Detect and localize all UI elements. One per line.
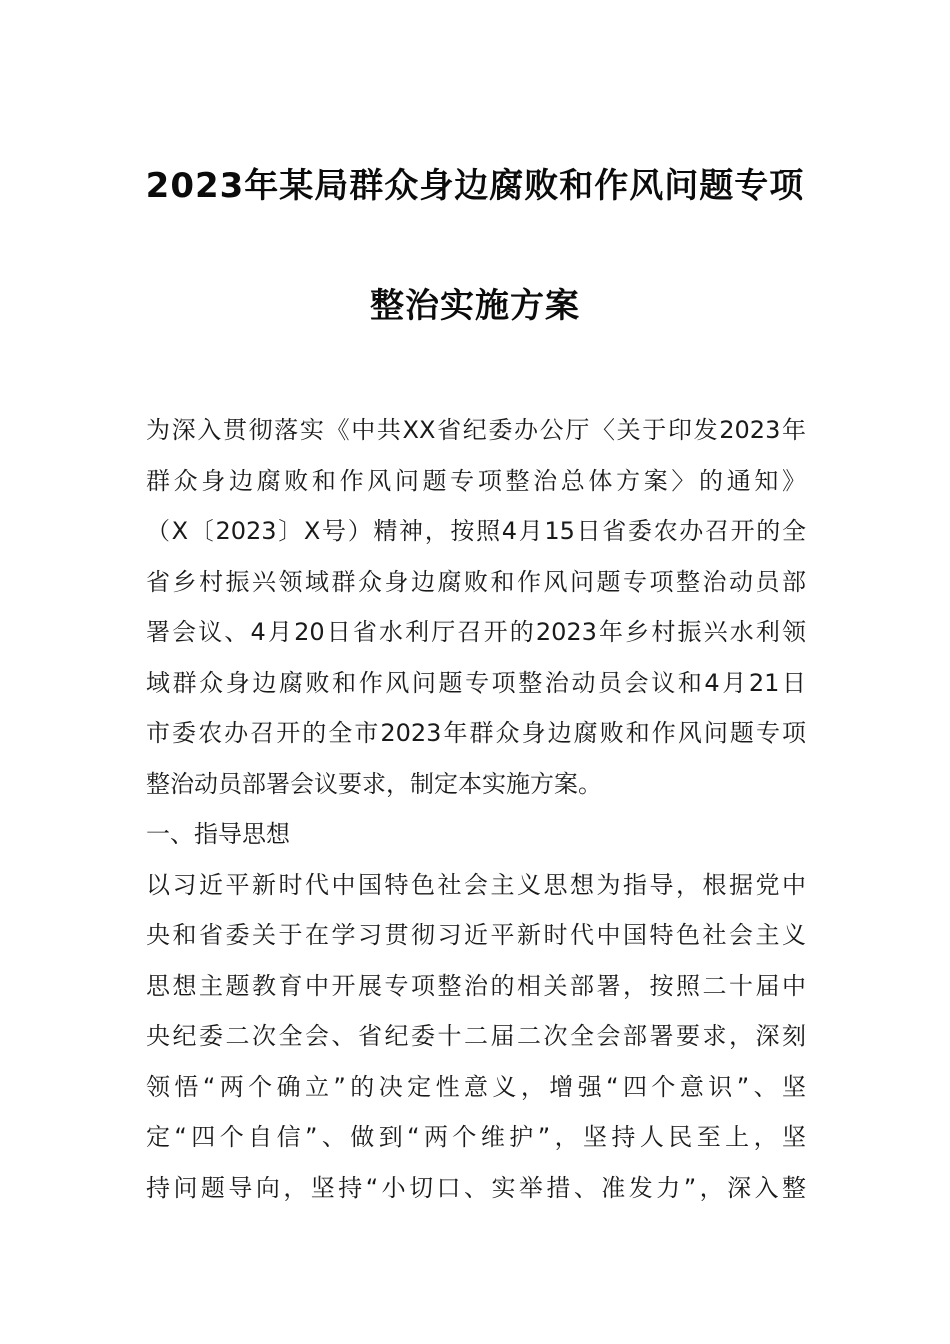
paragraph-1-line: 为深入贯彻落实《中共XX省纪委办公厅〈关于印发2023年 — [146, 416, 806, 444]
document-body — [146, 410, 806, 1218]
paragraph-1-line: 整治动员部署会议要求，制定本实施方案。 — [146, 769, 602, 798]
document-title-line-1: 2023年某局群众身边腐败和作风问题专项 — [145, 166, 805, 206]
paragraph-1-line: 省乡村振兴领域群众身边腐败和作风问题专项整治动员部 — [146, 567, 806, 596]
paragraph-2-line: 央和省委关于在学习贯彻习近平新时代中国特色社会主义 — [146, 921, 806, 949]
document-title-line-2: 整治实施方案 — [370, 286, 580, 326]
paragraph-2-line: 定“四个自信”、做到“两个维护”，坚持人民至上，坚 — [146, 1123, 806, 1151]
paragraph-2-line: 持问题导向，坚持“小切口、实举措、准发力”，深入整 — [146, 1173, 806, 1202]
paragraph-1-line: 群众身边腐败和作风问题专项整治总体方案〉的通知》 — [146, 466, 806, 495]
paragraph-1-line: 域群众身边腐败和作风问题专项整治动员会议和4月21日 — [146, 668, 806, 697]
paragraph-1-line: 市委农办召开的全市2023年群众身边腐败和作风问题专项 — [146, 719, 806, 747]
paragraph-2-line: 以习近平新时代中国特色社会主义思想为指导，根据党中 — [146, 870, 806, 899]
section-heading-guiding-ideology: 一、指导思想 — [146, 820, 290, 848]
paragraph-2-line: 思想主题教育中开展专项整治的相关部署，按照二十届中 — [146, 971, 806, 1000]
paragraph-1-line: （X〔2023〕X号）精神，按照4月15日省委农办召开的全 — [146, 517, 806, 545]
paragraph-1-line: 署会议、4月20日省水利厅召开的2023年乡村振兴水利领 — [146, 618, 806, 646]
paragraph-2-line: 央纪委二次全会、省纪委十二届二次全会部署要求，深刻 — [146, 1022, 806, 1050]
paragraph-2-line: 领悟“两个确立”的决定性意义，增强“四个意识”、坚 — [146, 1072, 806, 1101]
